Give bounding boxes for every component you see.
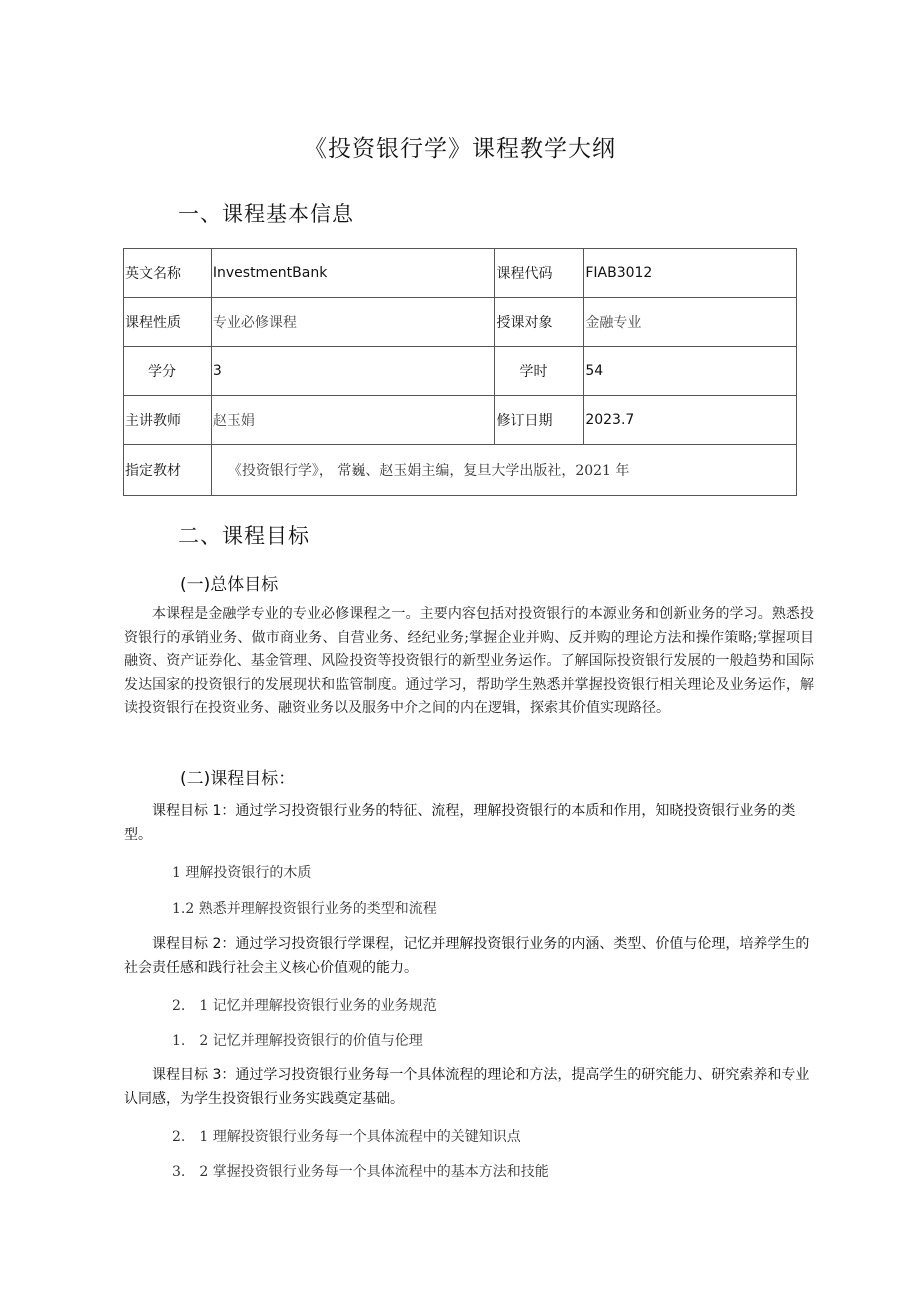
label-instructor: 主讲教师 [124,396,212,445]
goal-3-sub-1: 2. 1 理解投资银行业务每一个具体流程中的关键知识点 [172,1129,521,1145]
goal-2-sub-1: 2. 1 记忆并理解投资银行业务的业务规范 [172,998,437,1014]
course-info-table [123,248,797,496]
goal-1-sub-2: 1.2 熟悉并理解投资银行业务的类型和流程 [172,901,437,917]
value-hours: 54 [584,347,797,396]
document-title: 《投资银行学》课程教学大纲 [304,136,616,162]
label-hours: 学时 [495,347,584,396]
table-row [124,445,797,496]
goal-3-sub-2: 3. 2 掌握投资银行业务每一个具体流程中的基本方法和技能 [172,1164,549,1180]
table-row [124,249,797,298]
subheading-course-goals: (二)课程目标： [180,769,296,789]
course-goal-3: 课程目标 3：通过学习投资银行业务每一个具体流程的理论和方法，提高学生的研究能力、研究索养和专业认同感，为学生投资银行业务实践奠定基础。 [124,1067,810,1107]
section-heading-course-objectives: 二、课程目标 [178,524,310,548]
section-heading-basic-info: 一、课程基本信息 [178,202,354,226]
value-english-name: InvestmentBank [211,249,495,298]
course-goal-2: 课程目标 2：通过学习投资银行学课程，记忆并理解投资银行业务的内涵、类型、价值与伦理，培养学生的社会责任感和践行社会主义核心价值观的能力。 [124,936,810,976]
value-instructor: 赵玉娟 [211,396,495,445]
label-audience: 授课对象 [495,298,584,347]
table-row [124,298,797,347]
subheading-overall-objective: (一)总体目标 [180,575,279,595]
value-audience: 金融专业 [584,298,797,347]
label-course-type: 课程性质 [124,298,212,347]
value-credits: 3 [211,347,495,396]
goal-2-sub-2: 1. 2 记忆并理解投资银行的价值与伦理 [172,1033,423,1049]
table-row [124,347,797,396]
label-credits: 学分 [124,347,212,396]
overall-objective-paragraph: 本课程是金融学专业的专业必修课程之一。主要内容包括对投资银行的本源业务和创新业务的学习。熟悉投资银行的承销业务、做市商业务、自营业务、经纪业务;掌握企业并购、反并购的理论方法和操作策略;掌握项目融资、资产证券化、基金管理、风险投资等投资银行的新型业务运作。了解国际投资银行发展的一般趋势和国际发达国家的投资银行的发展现状和监管制度。通过学习，帮助学生熟悉并掌握投资银行相关理论及业务运作，解读投资银行在投资业务、融资业务以及服务中介之间的内在逻辑，探索其价值实现路径。 [124,606,814,716]
label-textbook: 指定教材 [124,445,212,496]
goal-1-sub-1: 1 理解投资银行的木质 [172,865,312,881]
value-revision-date: 2023.7 [584,396,797,445]
label-english-name: 英文名称 [124,249,212,298]
table-row [124,396,797,445]
course-goal-1: 课程目标 1：通过学习投资银行业务的特征、流程，理解投资银行的本质和作用，知晓投资银行业务的类型。 [124,803,796,843]
label-revision-date: 修订日期 [495,396,584,445]
value-textbook: 《投资银行学》， 常巍、赵玉娟主编，复旦大学出版社，2021 年 [211,445,796,496]
label-course-code: 课程代码 [495,249,584,298]
value-course-type: 专业必修课程 [211,298,495,347]
value-course-code: FIAB3012 [584,249,797,298]
